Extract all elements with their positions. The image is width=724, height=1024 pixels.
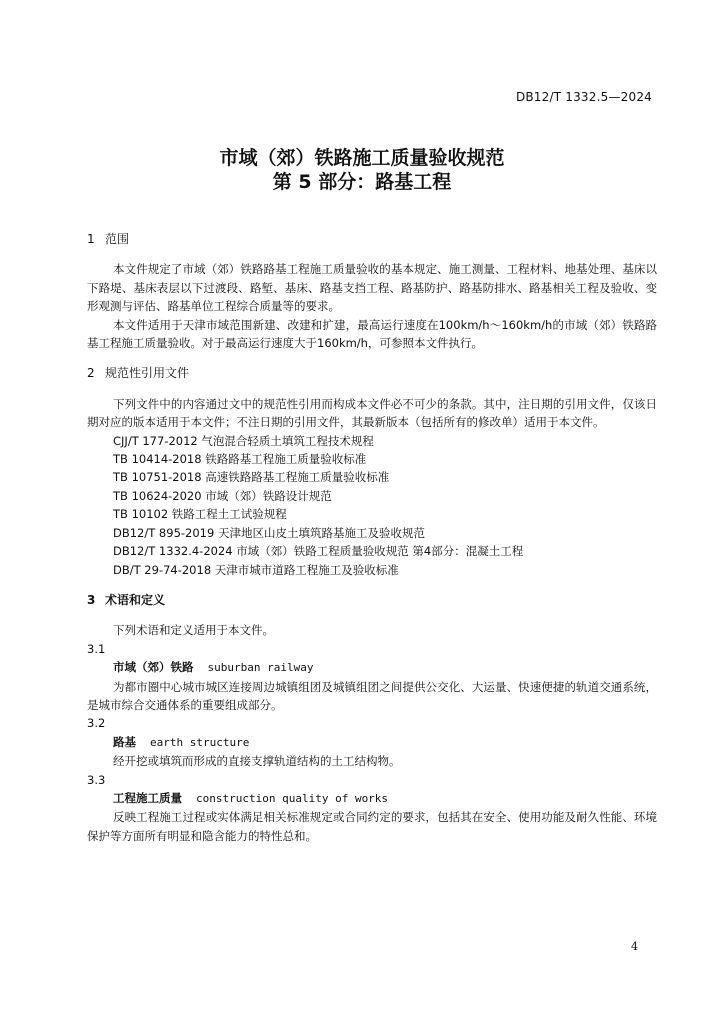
reference-item: TB 10751-2018 高速铁路路基工程施工质量验收标准 (113, 470, 390, 485)
reference-item: DB12/T 1332.4-2024 市域（郊）铁路工程质量验收规范 第4部分：混凝土工程 (113, 544, 524, 559)
paragraph: 下列文件中的内容通过文中的规范性引用而构成本文件必不可少的条款。其中，注日期的引用文件，仅该日期对应的版本适用于本文件；不注日期的引用文件，其最新版本（包括所有的修改单）适用于本文件。 (87, 396, 657, 430)
reference-item: TB 10414-2018 铁路路基工程施工质量验收标准 (113, 452, 367, 467)
term-chinese: 市域（郊）铁路 (113, 660, 194, 675)
term-entry (87, 733, 657, 752)
paragraph: 本文件适用于天津市域范围新建、改建和扩建，最高运行速度在100km/h～160km/h的市域（郊）铁路路基工程施工质量验收。对于最高运行速度大于160km/h，可参照本文件执行。 (87, 317, 657, 351)
reference-item: TB 10624-2020 市域（郊）铁路设计规范 (113, 488, 332, 503)
term-definition: 为都市圈中心城市城区连接周边城镇组团及城镇组团之间提供公交化、大运量、快速便捷的轨道交通系统，是城市综合交通体系的重要组成部分。 (87, 679, 657, 712)
page-number: 4 (631, 940, 638, 953)
section-number: 1 (87, 232, 95, 246)
section-heading-scope (87, 230, 657, 248)
term-entry (87, 658, 657, 677)
term-english: suburban railway (207, 661, 314, 675)
term-english: earth structure (150, 735, 250, 749)
section-title: 范围 (105, 232, 130, 246)
term-definition: 经开挖或填筑而形成的直接支撑轨道结构的土工结构物。 (113, 754, 401, 769)
term-number: 3.1 (87, 641, 106, 656)
section-heading-references (87, 364, 657, 382)
section-heading-terms (87, 591, 657, 609)
reference-item: CJJ/T 177-2012 气泡混合轻质土填筑工程技术规程 (113, 433, 374, 448)
document-number: DB12/T 1332.5—2024 (515, 90, 652, 104)
term-chinese: 路基 (113, 734, 136, 749)
document-subtitle: 第 5 部分：路基工程 (272, 171, 452, 193)
section-title: 术语和定义 (105, 592, 166, 607)
section-title: 规范性引用文件 (105, 366, 190, 381)
document-title: 市域（郊）铁路施工质量验收规范 (219, 147, 505, 169)
paragraph: 下列术语和定义适用于本文件。 (113, 623, 274, 638)
term-entry (87, 789, 657, 808)
document-body (87, 230, 657, 845)
term-number: 3.2 (87, 716, 106, 731)
term-chinese: 工程施工质量 (113, 790, 182, 805)
section-number: 2 (87, 366, 95, 381)
term-number: 3.3 (87, 772, 106, 787)
reference-item: TB 10102 铁路工程土工试验规程 (113, 507, 287, 522)
reference-item: DB/T 29-74-2018 天津市城市道路工程施工及验收标准 (113, 562, 399, 577)
section-number: 3 (87, 592, 96, 607)
reference-item: DB12/T 895-2019 天津地区山皮土填筑路基施工及验收规范 (113, 525, 425, 540)
term-definition: 反映工程施工过程或实体满足相关标准规定或合同约定的要求，包括其在安全、使用功能及耐久性能、环境保护等方面所有明显和隐含能力的特性总和。 (87, 810, 657, 843)
paragraph: 本文件规定了市域（郊）铁路路基工程施工质量验收的基本规定、施工测量、工程材料、地基处理、基床以下路堤、基床表层以下过渡段、路堑、基床、路基支挡工程、路基防护、路基防排水、路基相关工程及验收、变形观测与评估、路基单位工程综合质量等的要求。 (87, 262, 657, 314)
term-english: construction quality of works (196, 791, 389, 805)
